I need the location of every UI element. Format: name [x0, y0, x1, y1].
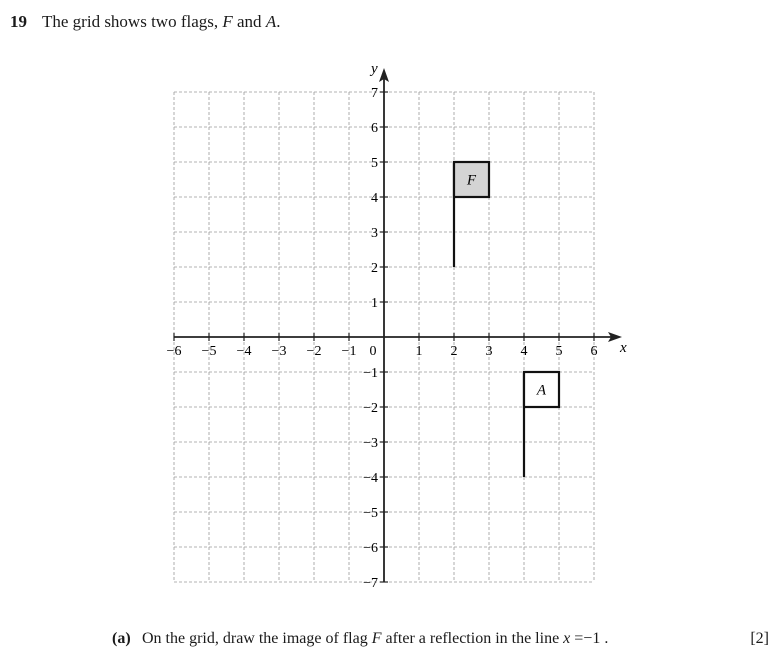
x-tick-label: 6: [590, 344, 598, 359]
x-tick-label: 2: [450, 344, 458, 359]
x-axis-label: x: [620, 340, 627, 356]
x-tick-label: −2: [306, 344, 322, 359]
y-tick-label: −3: [363, 436, 378, 451]
flag-f-label: F: [466, 172, 477, 189]
y-tick-label: 3: [371, 226, 378, 241]
origin-label: 0: [369, 344, 377, 359]
y-tick-label: −2: [363, 401, 378, 416]
part-a: [112, 630, 769, 648]
flag-a-name: A: [265, 12, 277, 31]
y-tick-label: −6: [363, 541, 378, 556]
y-axis-label: y: [371, 61, 378, 77]
y-tick-label: 7: [371, 86, 378, 101]
x-tick-label: 3: [485, 344, 493, 359]
x-tick-label: −5: [201, 344, 217, 359]
part-a-text-mid: after a reflection in the line: [381, 630, 564, 647]
y-tick-label: 1: [371, 296, 378, 311]
y-tick-label: −7: [363, 576, 378, 591]
y-tick-label: 6: [371, 121, 378, 136]
x-tick-label: 4: [520, 344, 528, 359]
part-a-text-start: On the grid, draw the image of flag: [142, 630, 372, 647]
question-text-end: .: [276, 12, 281, 31]
flag-f-name: F: [222, 12, 233, 31]
part-a-x-var: x: [563, 630, 571, 647]
y-tick-label: −1: [363, 366, 378, 381]
y-tick-label: 2: [371, 261, 378, 276]
y-tick-label: −4: [363, 471, 378, 486]
x-tick-label: 1: [415, 344, 423, 359]
part-a-equation: =−1 .: [570, 630, 609, 647]
x-tick-label: −1: [341, 344, 357, 359]
part-a-flag-f: F: [371, 630, 382, 647]
x-tick-label: −3: [271, 344, 287, 359]
x-tick-label: −4: [236, 344, 252, 359]
y-tick-label: 4: [371, 191, 378, 206]
part-a-marks: [2]: [750, 630, 769, 647]
y-tick-label: −5: [363, 506, 378, 521]
y-tick-label: 5: [371, 156, 378, 171]
part-a-label: (a): [112, 630, 131, 647]
question-number: 19: [10, 12, 27, 31]
x-tick-label: 5: [555, 344, 563, 359]
question-text-start: The grid shows two flags,: [42, 12, 223, 31]
flag-a-label: A: [536, 382, 547, 399]
question-text-and: and: [232, 12, 266, 31]
x-tick-label: −6: [166, 344, 182, 359]
